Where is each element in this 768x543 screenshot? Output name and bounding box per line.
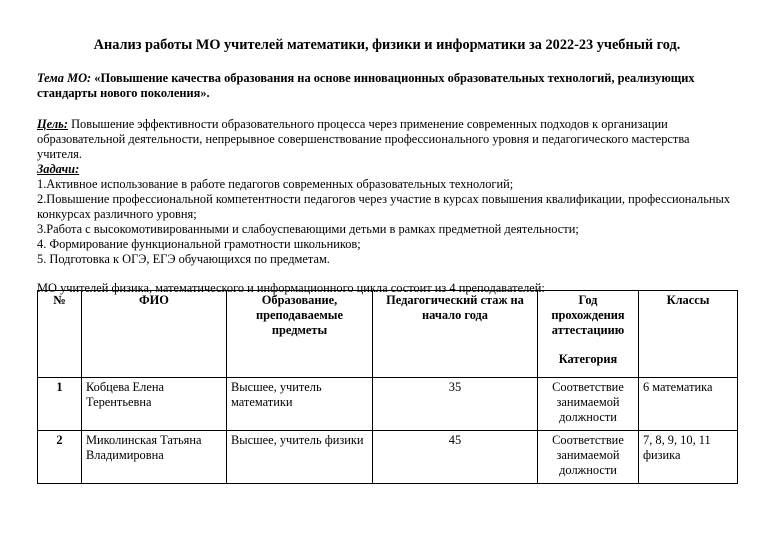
header-category-label: Категория (558, 352, 618, 366)
cell-attestation: Соответствие занимаемой должности (538, 431, 639, 484)
staff-intro: МО учителей физика, математического и информационного цикла состоит из 4 преподавателей: (37, 281, 545, 295)
cell-classes: 6 математика (639, 378, 738, 431)
document-body (37, 36, 737, 296)
cell-name: Кобцева Елена Терентьевна (82, 378, 227, 431)
cell-number: 1 (38, 378, 82, 431)
theme-text: «Повышение качества образования на основе инновационных образовательных технологий, реализующих стандарты нового поколения». (37, 71, 695, 100)
header-number: № (38, 291, 82, 378)
cell-education: Высшее, учитель математики (227, 378, 373, 431)
table-row (38, 431, 738, 484)
header-attestation-label: Год прохождения аттестациию (551, 293, 625, 337)
task-item: 4. Формирование функциональной грамотности школьников; (37, 237, 361, 251)
cell-experience: 45 (373, 431, 538, 484)
task-item: 3.Работа с высокомотивированными и слабоуспевающими детьми в рамках предметной деятельности; (37, 222, 579, 236)
header-classes: Классы (639, 291, 738, 378)
header-name: ФИО (82, 291, 227, 378)
task-item: 2.Повышение профессиональной компетентности педагогов через участие в курсах повышения квалификации, профессиональных конкурсах различного уровня; (37, 192, 731, 221)
document-title: Анализ работы МО учителей математики, физики и информатики за 2022-23 учебный год. (93, 37, 681, 53)
task-item: 1.Активное использование в работе педагогов современных образовательных технологий; (37, 177, 514, 191)
cell-education: Высшее, учитель физики (227, 431, 373, 484)
tasks-title: Задачи: (37, 162, 80, 176)
theme-label: Тема МО: (37, 71, 92, 85)
header-education: Образование, преподаваемые предметы (227, 291, 373, 378)
goal-text: Повышение эффективности образовательного процесса через применение современных подходов к организации образовательной деятельности, непрерывное совершенствование профессионального уровня и педагогического мастерства учителя. (37, 117, 690, 161)
cell-classes: 7, 8, 9, 10, 11 физика (639, 431, 738, 484)
goal-label: Цель: (37, 117, 68, 131)
table-row (38, 378, 738, 431)
header-experience: Педагогический стаж на начало года (373, 291, 538, 378)
theme-paragraph (37, 71, 737, 101)
cell-experience: 35 (373, 378, 538, 431)
cell-name: Миколинская Татьяна Владимировна (82, 431, 227, 484)
staff-table (37, 290, 738, 484)
cell-attestation: Соответствие занимаемой должности (538, 378, 639, 431)
goal-paragraph (37, 117, 737, 162)
cell-number: 2 (38, 431, 82, 484)
table-header-row (38, 291, 738, 378)
task-item: 5. Подготовка к ОГЭ, ЕГЭ обучающихся по предметам. (37, 252, 330, 266)
header-attestation (538, 291, 639, 378)
